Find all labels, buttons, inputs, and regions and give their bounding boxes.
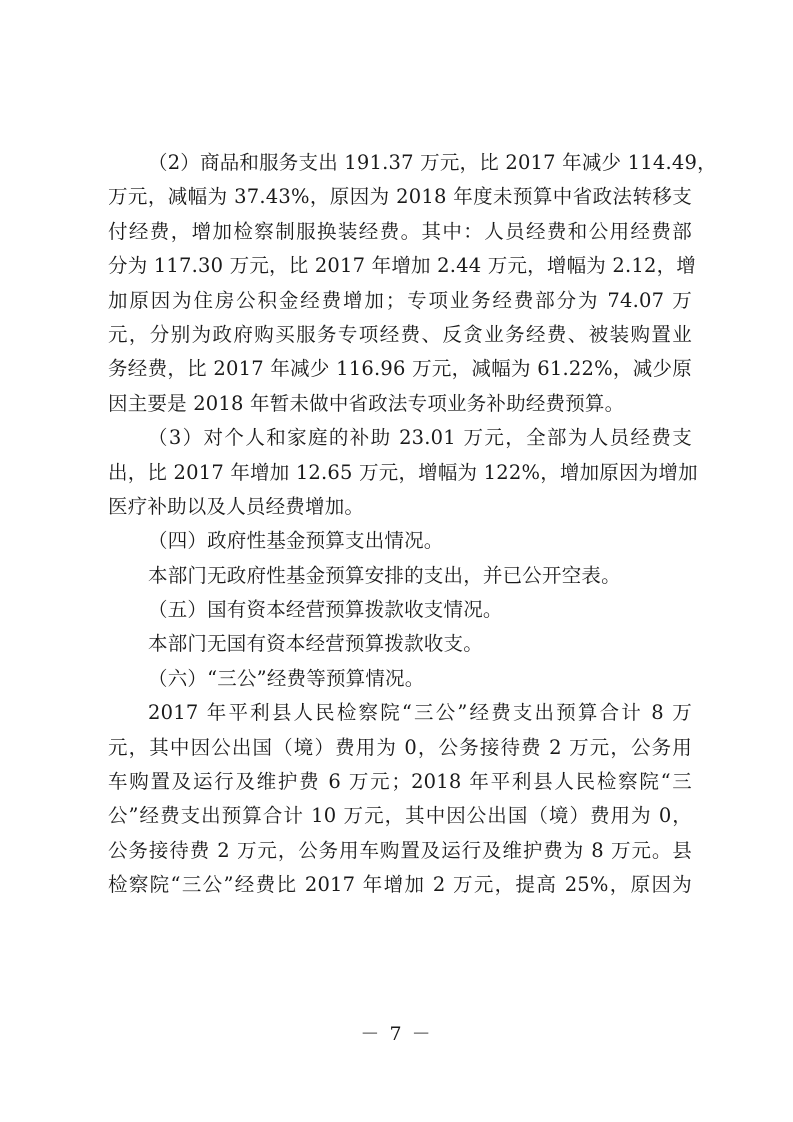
paragraph-household-subsidy-line-3: 医疗补助以及人员经费增加。 — [108, 494, 365, 518]
heading-state-capital: （五）国有资本经营预算拨款收支情况。 — [148, 598, 503, 622]
heading-government-fund: （四）政府性基金预算支出情况。 — [148, 529, 444, 553]
page-number: － 7 － — [360, 1023, 433, 1045]
paragraph-three-public-line-4: 公”经费支出预算合计 10 万元，其中因公出国（境）费用为 0， — [108, 804, 692, 828]
paragraph-government-fund: 本部门无政府性基金预算安排的支出，并已公开空表。 — [148, 563, 621, 587]
paragraph-goods-services-line-3: 付经费，增加检察制服换装经费。其中：人员经费和公用经费部 — [108, 219, 692, 243]
heading-three-public-expenses: （六）“三公”经费等预算情况。 — [148, 666, 425, 690]
paragraph-goods-services-line-1: （2）商品和服务支出 191.37 万元，比 2017 年减少 114.49， — [148, 151, 717, 174]
paragraph-state-capital: 本部门无国有资本经营预算拨款收支。 — [148, 632, 483, 656]
paragraph-household-subsidy-line-1: （3）对个人和家庭的补助 23.01 万元，全部为人员经费支 — [148, 426, 692, 450]
paragraph-goods-services-line-7: 务经费，比 2017 年减少 116.96 万元，减幅为 61.22%，减少原 — [108, 357, 692, 381]
paragraph-three-public-line-2: 元，其中因公出国（境）费用为 0，公务接待费 2 万元，公务用 — [108, 735, 692, 759]
paragraph-three-public-line-1: 2017 年平利县人民检察院“三公”经费支出预算合计 8 万 — [148, 701, 692, 725]
paragraph-goods-services-line-2: 万元，减幅为 37.43%，原因为 2018 年度未预算中省政法转移支 — [108, 185, 692, 209]
paragraph-goods-services-line-6: 元，分别为政府购买服务专项经费、反贪业务经费、被装购置业 — [108, 322, 692, 346]
paragraph-goods-services-line-8: 因主要是 2018 年暂未做中省政法专项业务补助经费预算。 — [108, 391, 625, 415]
paragraph-goods-services-line-5: 加原因为住房公积金经费增加；专项业务经费部分为 74.07 万 — [108, 288, 692, 312]
paragraph-goods-services-line-4: 分为 117.30 万元，比 2017 年增加 2.44 万元，增幅为 2.12，增 — [108, 254, 696, 278]
paragraph-three-public-line-3: 车购置及运行及维护费 6 万元；2018 年平利县人民检察院“三 — [108, 770, 692, 794]
body-text — [108, 146, 717, 903]
paragraph-three-public-line-5: 公务接待费 2 万元，公务用车购置及运行及维护费为 8 万元。县 — [108, 838, 692, 862]
paragraph-household-subsidy-line-2: 出，比 2017 年增加 12.65 万元，增幅为 122%，增加原因为增加 — [108, 460, 698, 484]
paragraph-three-public-line-6: 检察院“三公”经费比 2017 年增加 2 万元，提高 25%，原因为 — [108, 873, 692, 897]
